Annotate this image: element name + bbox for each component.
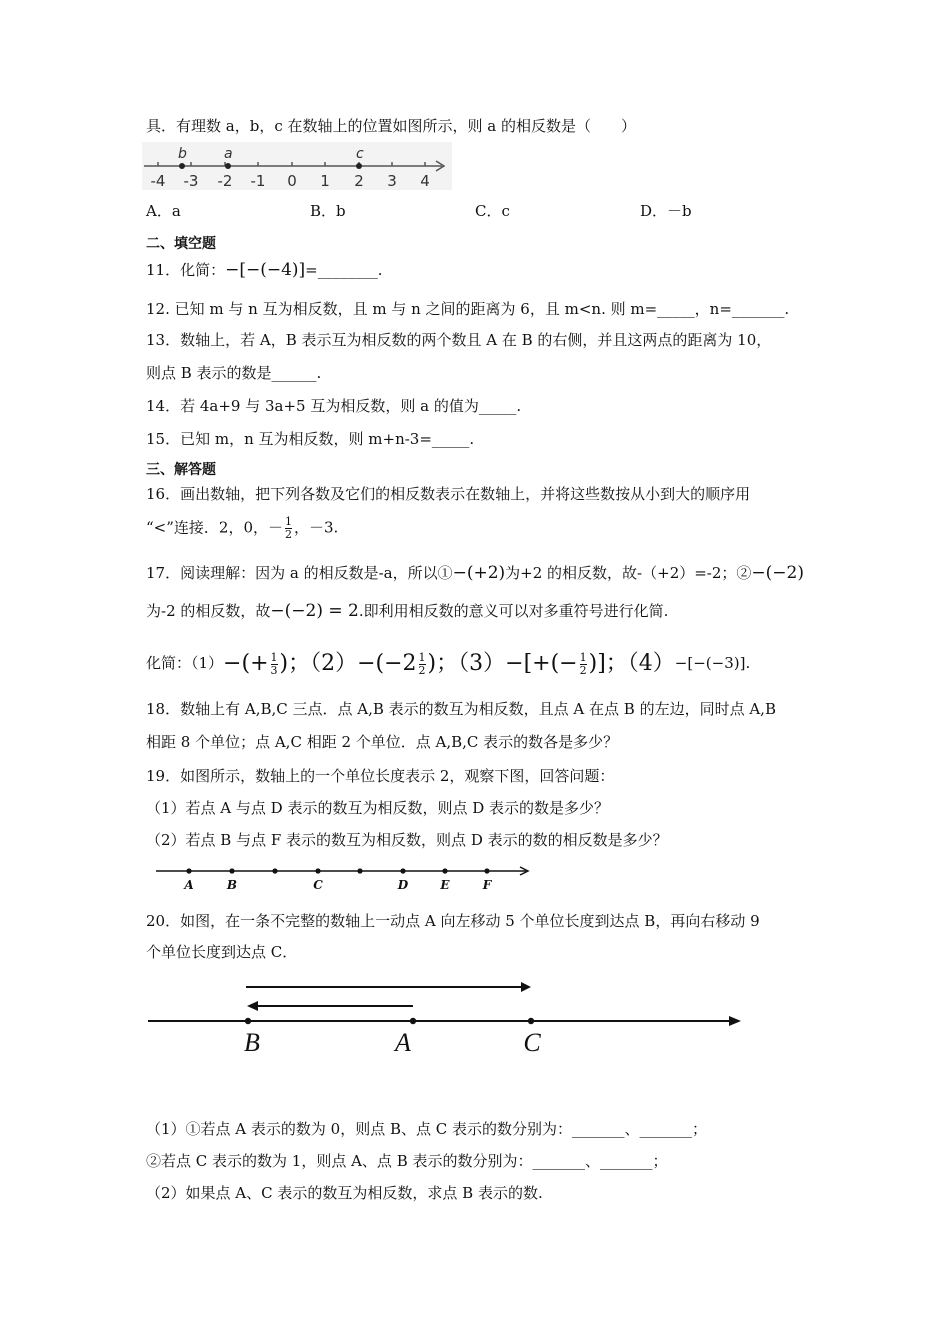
- q19-line2: （1）若点 A 与点 D 表示的数互为相反数，则点 D 表示的数是多少？: [146, 799, 610, 817]
- q17-line1: [146, 562, 804, 584]
- q17-line2: [146, 600, 668, 622]
- q16-fraction: [285, 516, 292, 541]
- section-solve-heading: 三、解答题: [146, 462, 216, 478]
- q20-sub1a: （1）①若点 A 表示的数为 0，则点 B、点 C 表示的数分别为：_______、_______；: [146, 1120, 708, 1138]
- q15: 15．已知 m，n 互为相反数，则 m+n-3=_____.: [146, 430, 475, 448]
- point-c-dot: [356, 163, 362, 169]
- point-c-label: C: [523, 1028, 541, 1057]
- point-a-dot: [225, 163, 231, 169]
- tick-label: -2: [217, 172, 233, 190]
- tick-label: -1: [250, 172, 266, 190]
- frac-den: 2: [285, 528, 292, 541]
- point-a-label: A: [395, 1028, 411, 1057]
- point-b-dot: [179, 163, 185, 169]
- frac-den: 2: [579, 663, 587, 677]
- q17-expr1: −(+2): [452, 563, 506, 583]
- q16-line1: 16．画出数轴，把下列各数及它们的相反数表示在数轴上，并将这些数按从小到大的顺序用: [146, 485, 751, 503]
- q17-part3-close: )]；（4）: [588, 651, 675, 676]
- q17-frac3: [580, 652, 587, 677]
- point-e-label: E: [440, 878, 450, 892]
- point-f-label: F: [482, 878, 492, 892]
- q16-line2: [146, 516, 338, 541]
- q17-text: 为-2 的相反数，故: [146, 602, 271, 620]
- frac-den: 3: [270, 663, 278, 677]
- section-fill-in-heading: 二、填空题: [146, 236, 216, 252]
- tick-label: -4: [150, 172, 166, 190]
- q17-text: 化简：（1）: [146, 654, 224, 672]
- option-d[interactable]: D．－b: [640, 202, 692, 220]
- q17-text: 17．阅读理解：因为 a 的相反数是-a，所以①: [146, 564, 453, 582]
- q16-text-a: “<”连接．2，0，－: [146, 518, 283, 537]
- q10-number-line: [142, 142, 452, 192]
- point-b-label: B: [226, 878, 238, 892]
- q20-sub2: （2）如果点 A、C 表示的数互为相反数，求点 B 表示的数.: [146, 1184, 543, 1202]
- q17-text: .即利用相反数的意义可以对多重符号进行化简.: [358, 602, 669, 620]
- frac-den: 2: [418, 663, 426, 677]
- q19-line1: 19．如图所示，数轴上的一个单位长度表示 2，观察下图，回答问题：: [146, 767, 615, 785]
- frac-num: 1: [418, 650, 426, 664]
- point-c-label: c: [356, 146, 364, 162]
- q17-part1: −(+: [223, 651, 269, 676]
- q13-line1: 13．数轴上，若 A，B 表示互为相反数的两个数且 A 在 B 的右侧，并且这两点的距离为 10，: [146, 331, 772, 349]
- q17-frac2: [419, 652, 426, 677]
- q19-line3: （2）若点 B 与点 F 表示的数互为相反数，则点 D 表示的数的相反数是多少？: [146, 831, 668, 849]
- point-d-label: D: [397, 878, 409, 892]
- q17-expr2: −(−2): [751, 563, 804, 583]
- point-b-label: b: [178, 146, 187, 162]
- q17-expr3: −(−2) = 2: [270, 601, 359, 621]
- q10-stem: 具．有理数 a，b，c 在数轴上的位置如图所示，则 a 的相反数是（ ）: [146, 117, 636, 135]
- point-a-label: A: [184, 878, 194, 892]
- q20-sub1b: ②若点 C 表示的数为 1，则点 A、点 B 表示的数分别为：_______、_______；: [146, 1152, 668, 1170]
- q11-expr: −[−(−4)]: [225, 260, 306, 280]
- q19-number-line: [150, 860, 535, 892]
- q17-frac1: [271, 652, 278, 677]
- frac-num: 1: [285, 515, 292, 528]
- q11-prefix: 11．化简：: [146, 261, 226, 279]
- tick-label: 2: [354, 172, 364, 190]
- q17-line3: [146, 648, 750, 679]
- option-c[interactable]: C．c: [475, 202, 510, 220]
- frac-num: 1: [579, 650, 587, 664]
- point-a-label: a: [224, 146, 233, 162]
- q12: 12. 已知 m 与 n 互为相反数，且 m 与 n 之间的距离为 6，且 m<n. 则 m=_____，n=_______.: [146, 300, 790, 318]
- tick-label: -3: [183, 172, 199, 190]
- q17-part1-close: )；（2）: [279, 651, 358, 676]
- q17-text: 为+2 的相反数，故-（+2）=-2；②: [505, 564, 752, 582]
- q16-text-b: ，－3.: [294, 518, 339, 537]
- q17-part2: −(−2: [357, 651, 417, 676]
- q18-line2: 相距 8 个单位；点 A,C 相距 2 个单位．点 A,B,C 表示的数各是多少？: [146, 733, 619, 751]
- q17-part3: −[+(−: [505, 651, 578, 676]
- q20-figure: [146, 972, 746, 1062]
- option-b[interactable]: B．b: [310, 202, 346, 220]
- q20-line2: 个单位长度到达点 C．: [146, 943, 298, 961]
- frac-num: 1: [270, 650, 278, 664]
- q11: [146, 259, 383, 281]
- q17-part4: −[−(−3)].: [674, 654, 751, 672]
- q14: 14．若 4a+9 与 3a+5 互为相反数，则 a 的值为_____.: [146, 397, 522, 415]
- point-c-label: C: [313, 878, 323, 892]
- q18-line1: 18．数轴上有 A,B,C 三点．点 A,B 表示的数互为相反数，且点 A 在点 B 的左边，同时点 A,B: [146, 700, 776, 718]
- tick-label: 1: [320, 172, 330, 190]
- q20-line1: 20．如图，在一条不完整的数轴上一动点 A 向左移动 5 个单位长度到达点 B，再向右移动 9: [146, 912, 760, 930]
- tick-label: 3: [387, 172, 397, 190]
- q13-line2: 则点 B 表示的数是______.: [146, 364, 322, 382]
- point-b-label: B: [244, 1028, 260, 1057]
- option-a[interactable]: A．a: [146, 202, 181, 220]
- tick-label: 0: [287, 172, 297, 190]
- q17-part2-close: )；（3）: [427, 651, 506, 676]
- tick-label: 4: [420, 172, 430, 190]
- q11-suffix: =________.: [305, 261, 383, 279]
